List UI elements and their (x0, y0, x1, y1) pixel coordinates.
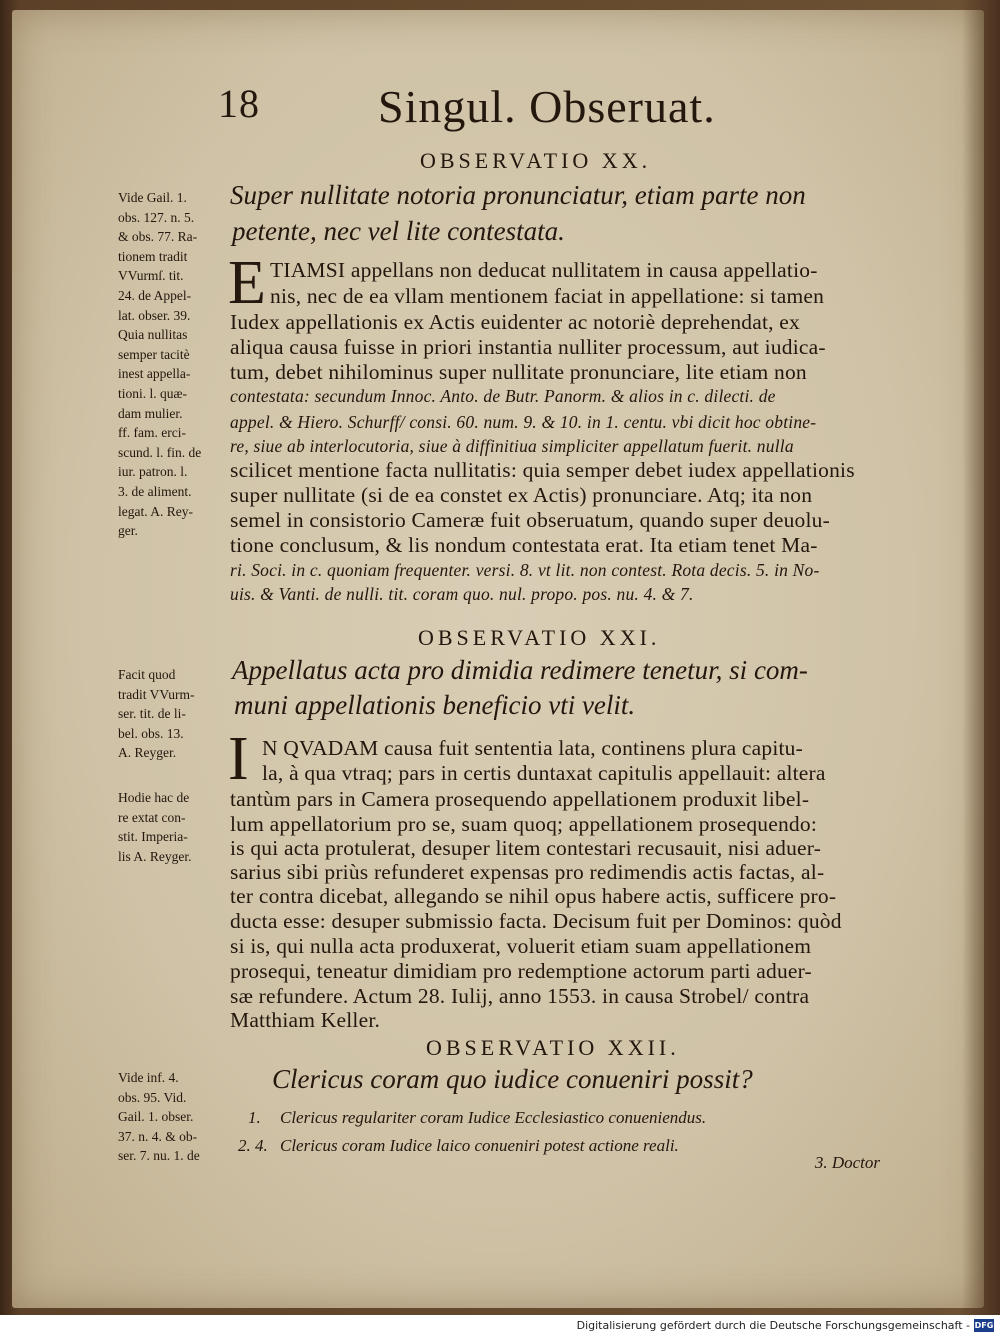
obs20-text-line: contestata: secundum Innoc. Anto. de Butr. Panorm. & alios in c. dilecti. de (230, 386, 776, 406)
obs21-heading: OBSERVATIO XXI. (418, 625, 661, 650)
page-gutter-shadow (962, 10, 984, 1308)
obs21-text-line: tantùm pars in Camera prosequendo appellationem produxit libel- (230, 787, 810, 811)
obs20-text-line: nis, nec de ea vllam mentionem faciat in appellatione: si tamen (270, 284, 825, 308)
obs21-text-line: si is, qui nulla acta produxerat, voluerit etiam suam appellationem (230, 934, 812, 958)
obs20-text-line: tione conclusum, & lis nondum contestata erat. Ita etiam tenet Ma- (230, 533, 818, 557)
obs20-text-line: semel in consistorio Cameræ fuit obseruatum, quando super deuolu- (230, 508, 830, 532)
obs20-text-line: aliqua causa fuisse in priori instantia nulliter processum, aut iudica- (230, 335, 826, 359)
obs21-text-line: N QVADAM causa fuit sententia lata, continens plura capitu- (262, 736, 803, 760)
obs20-text-line: super nullitate (si de ea constet ex Actis) pronunciare. Atq; ita non (230, 483, 813, 507)
obs22-heading: OBSERVATIO XXII. (426, 1035, 680, 1060)
obs20-text-line: scilicet mentione facta nullitatis: quia semper debet iudex appellationis (230, 458, 855, 482)
obs20-title-line: petente, nec vel lite contestata. (232, 216, 565, 246)
obs20-heading: OBSERVATIO XX. (420, 148, 652, 173)
page-header (218, 80, 738, 140)
obs20-text-line: re, siue ab interlocutoria, siue à diffinitiua simpliciter appellatum fuerit. nulla (230, 436, 794, 456)
obs21-text-line: is qui acta protulerat, desuper litem contestari recusauit, nisi aduer- (230, 836, 822, 860)
obs21-margin-note: Hodie hac de re extat con- stit. Imperia- lis A. Reyger. (118, 790, 192, 864)
obs21-text-line: la, à qua vtraq; pars in certis duntaxat capitulis appellauit: altera (262, 761, 826, 785)
obs20-text-line: Iudex appellationis ex Actis euidenter ac notoriè deprehendat, ex (230, 310, 800, 334)
obs21-margin-note: Facit quod tradit VVurm- ser. tit. de li- bel. obs. 13. A. Reyger. (118, 667, 195, 761)
obs20-text-line: appel. & Hiero. Schurff/ consi. 60. num. 9. & 10. in 1. centu. vbi dicit hoc obtine- (230, 412, 817, 432)
obs20-text-line: uis. & Vanti. de nulli. tit. coram quo. nul. propo. pos. nu. 4. & 7. (230, 584, 694, 604)
obs21-text-line: prosequi, teneatur dimidiam pro redemptione actorum parti aduer- (230, 959, 812, 983)
obs21-text-line: sarius sibi priùs refunderet expensas pro redimendis actis factas, al- (230, 860, 825, 884)
catchword: 3. Doctor (814, 1153, 880, 1172)
page-number: 18 (218, 81, 260, 126)
obs21-text-line: ducta esse: desuper submissio facta. Decisum fuit per Dominos: quòd (230, 909, 842, 933)
obs21-text-line: ter contra dicebat, allegando se nihil opus habere actis, sufficere pro- (230, 884, 837, 908)
obs21-title-line: Appellatus acta pro dimidia redimere tenetur, si com- (232, 655, 808, 685)
running-head: Singul. Obseruat. (378, 81, 716, 132)
dfg-logo-icon: DFG (974, 1321, 994, 1330)
obs22-title: Clericus coram quo iudice conueniri possit? (272, 1064, 753, 1094)
obs21-text-line: lum appellatorium pro se, suam quoq; appellationem prosequendo: (230, 812, 818, 836)
obs21-title-line: muni appellationis beneficio vti velit. (234, 690, 636, 720)
obs20-title-line: Super nullitate notoria pronunciatur, etiam parte non (230, 180, 806, 210)
footer-bar (0, 1315, 1000, 1338)
obs20-text-line: ri. Soci. in c. quoniam frequenter. versi. 8. vt lit. non contest. Rota decis. 5. in No- (230, 560, 820, 580)
obs20-dropcap: E (228, 249, 266, 317)
obs21-text-line: sæ refundere. Actum 28. Iulij, anno 1553. in causa Strobel/ contra (230, 984, 810, 1008)
obs20-margin-note: Vide Gail. 1. obs. 127. n. 5. & obs. 77. Ra- tionem tradit VVurmſ. tit. 24. de Appel- lat. obser. 39. Quia nullitas semper tacitè inest appella- tioni. l. quæ- dam mulier. ff. fam. erci- scund. l. fin. de iur. patron. l. 3. de aliment. legat. A. Rey- ger. (118, 190, 202, 539)
obs20-text-line: TIAMSI appellans non deducat nullitatem in causa appellatio- (270, 258, 818, 282)
obs22-margin-note: Vide inf. 4. obs. 95. Vid. Gail. 1. obser. 37. n. 4. & ob- ser. 7. nu. 1. de (118, 1070, 200, 1164)
obs20-text-line: tum, debet nihilominus super nullitate pronunciare, lite etiam non (230, 360, 807, 384)
summary-line: Clericus regulariter coram Iudice Ecclesiastico conueniendus. (280, 1108, 707, 1127)
obs21-dropcap: I (228, 725, 249, 793)
obs21-text-line: Matthiam Keller. (230, 1008, 381, 1032)
summary-number: 2. 4. (238, 1136, 268, 1155)
summary-number: 1. (248, 1108, 261, 1127)
footer-credit: Digitalisierung gefördert durch die Deutsche Forschungsgemeinschaft - (576, 1319, 970, 1332)
summary-line: Clericus coram Iudice laico conueniri potest actione reali. (280, 1136, 679, 1155)
